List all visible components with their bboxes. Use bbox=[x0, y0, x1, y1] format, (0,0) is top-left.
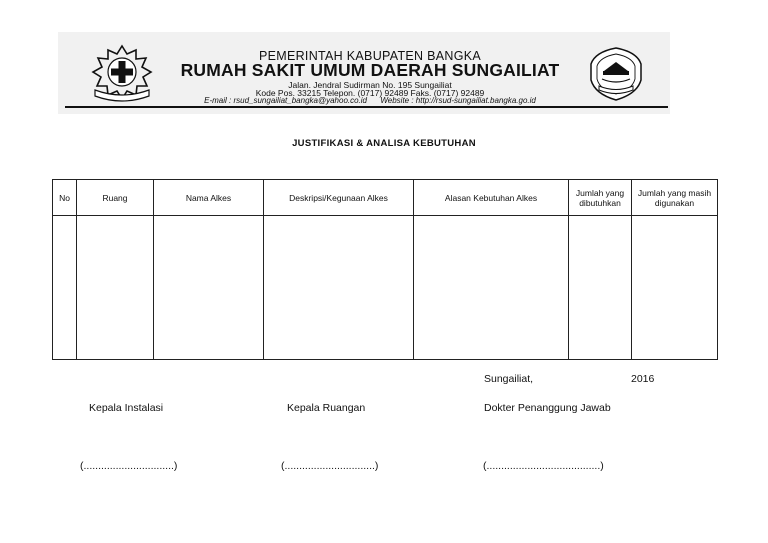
signature-year: 2016 bbox=[631, 373, 655, 385]
col-jumlah-digunakan: Jumlah yang masih digunakan bbox=[632, 180, 718, 216]
table-row bbox=[53, 216, 718, 360]
table-cell bbox=[77, 216, 154, 360]
table-cell bbox=[53, 216, 77, 360]
hospital-website: Website : http://rsud-sungailiat.bangka.go.id bbox=[380, 96, 536, 105]
signature-blank-doctor: (.......................................) bbox=[483, 460, 604, 472]
doctor-label: Dokter Penanggung Jawab bbox=[484, 402, 611, 414]
head-installation-label: Kepala Instalasi bbox=[89, 402, 164, 414]
col-jumlah-dibutuhkan: Jumlah yang dibutuhkan bbox=[569, 180, 632, 216]
table-cell bbox=[154, 216, 264, 360]
hospital-address: Jalan. Jendral Sudirman No. 195 Sungailiat bbox=[288, 80, 452, 90]
col-deskripsi: Deskripsi/Kegunaan Alkes bbox=[264, 180, 414, 216]
hospital-logo-icon bbox=[89, 44, 155, 102]
government-name: PEMERINTAH KABUPATEN BANGKA bbox=[258, 49, 482, 63]
signature-blank-room: (...............................) bbox=[281, 460, 379, 472]
table-cell bbox=[264, 216, 414, 360]
document-title: JUSTIFIKASI & ANALISA KEBUTUHAN bbox=[292, 138, 476, 149]
needs-analysis-table bbox=[52, 179, 718, 360]
hospital-contact: Kode Pos. 33215 Telepon. (0717) 92489 Faks. (0717) 92489 bbox=[255, 88, 485, 98]
letterhead-rule bbox=[65, 106, 668, 108]
col-alasan: Alasan Kebutuhan Alkes bbox=[414, 180, 569, 216]
regency-emblem-icon bbox=[585, 46, 647, 102]
col-ruang: Ruang bbox=[77, 180, 154, 216]
table-cell bbox=[569, 216, 632, 360]
signature-blank-installation: (...............................) bbox=[80, 460, 178, 472]
col-no: No bbox=[53, 180, 77, 216]
hospital-email-web bbox=[160, 96, 580, 105]
table-header-row bbox=[53, 180, 718, 216]
hospital-email: E-mail : rsud_sungailiat_bangka@yahoo.co.id bbox=[204, 96, 368, 105]
hospital-name: RUMAH SAKIT UMUM DAERAH SUNGAILIAT bbox=[180, 60, 560, 80]
head-room-label: Kepala Ruangan bbox=[287, 402, 366, 414]
table-cell bbox=[632, 216, 718, 360]
signature-place: Sungailiat, bbox=[484, 373, 534, 385]
table-cell bbox=[414, 216, 569, 360]
col-nama-alkes: Nama Alkes bbox=[154, 180, 264, 216]
